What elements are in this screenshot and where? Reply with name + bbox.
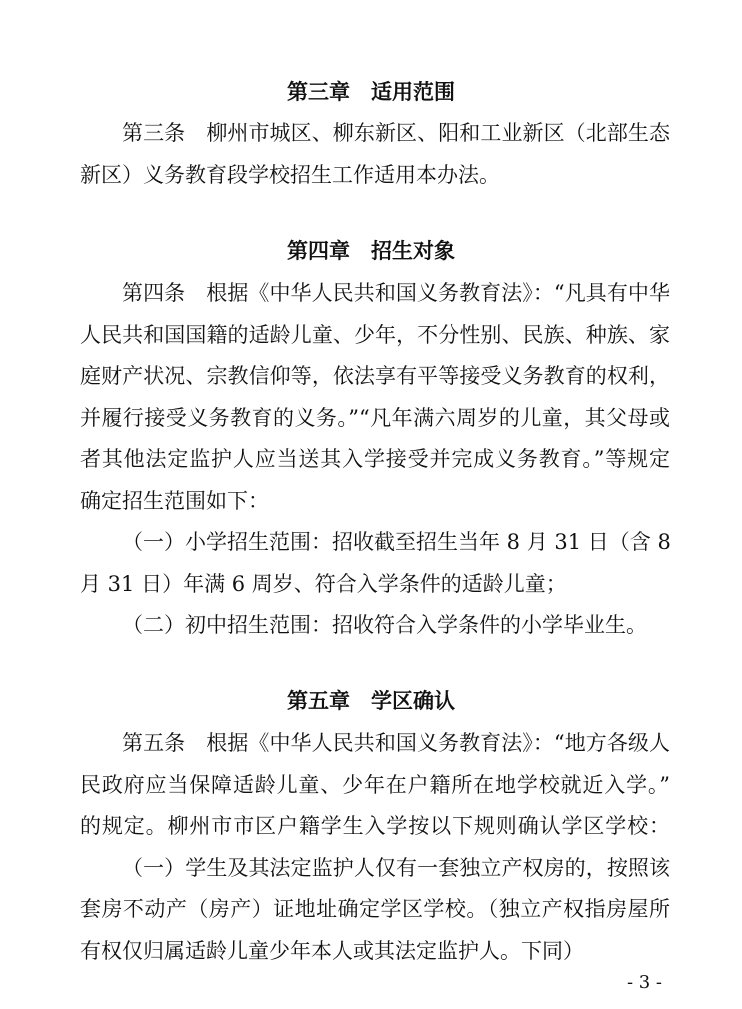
paragraph-line: （一）小学招生范围：招收截至招生当年 8 月 31 日（含 8	[122, 530, 671, 554]
paragraph-line: 月 31 日）年满 6 周岁、符合入学条件的适龄儿童；	[80, 572, 567, 596]
paragraph-line: 人民共和国国籍的适龄儿童、少年，不分性别、民族、种族、家	[80, 323, 670, 347]
paragraph-line: 确定招生范围如下：	[80, 489, 269, 513]
paragraph-line: 者其他法定监护人应当送其入学接受并完成义务教育。”等规定	[80, 447, 670, 471]
paragraph-line: （二）初中招生范围：招收符合入学条件的小学毕业生。	[122, 613, 647, 637]
paragraph-line: 并履行接受义务教育的义务。”“凡年满六周岁的儿童，其父母或	[80, 406, 670, 430]
chapter-3-heading: 第三章 适用范围	[287, 80, 455, 104]
paragraph-line: 庭财产状况、宗教信仰等，依法享有平等接受义务教育的权利，	[80, 364, 670, 388]
paragraph-line: 第四条 根据《中华人民共和国义务教育法》：“凡具有中华	[122, 281, 670, 305]
page-number: - 3 -	[626, 972, 662, 993]
chapter-4-heading: 第四章 招生对象	[287, 239, 455, 263]
paragraph-line: 第三条 柳州市城区、柳东新区、阳和工业新区（北部生态	[122, 121, 670, 145]
paragraph-line: （一）学生及其法定监护人仅有一套独立产权房的，按照该	[122, 856, 670, 880]
paragraph-line: 的规定。柳州市市区户籍学生入学按以下规则确认学区学校：	[80, 814, 670, 838]
paragraph-line: 新区）义务教育段学校招生工作适用本办法。	[80, 163, 500, 187]
paragraph-line: 民政府应当保障适龄儿童、少年在户籍所在地学校就近入学。”	[80, 773, 670, 797]
paragraph-line: 有权仅归属适龄儿童少年本人或其法定监护人。下同）	[80, 939, 584, 963]
chapter-5-heading: 第五章 学区确认	[287, 689, 455, 713]
paragraph-line: 第五条 根据《中华人民共和国义务教育法》：“地方各级人	[122, 731, 670, 755]
paragraph-line: 套房不动产（房产）证地址确定学区学校。（独立产权指房屋所	[80, 897, 670, 921]
